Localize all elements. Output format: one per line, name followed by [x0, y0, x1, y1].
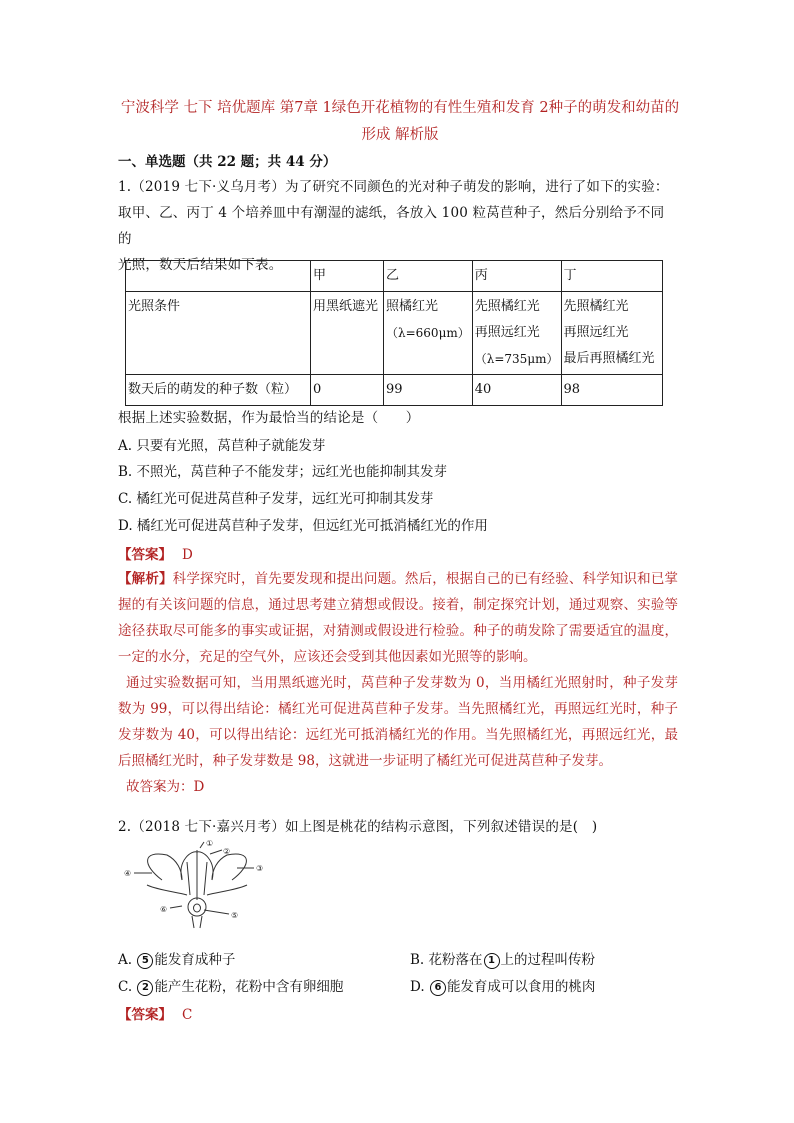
q2-options-row-2 [118, 975, 678, 1001]
stalk-lines [192, 916, 202, 928]
peach-flower-diagram [122, 840, 272, 930]
q1-line-3: 光照，数天后结果如下表。 [118, 257, 283, 273]
sepal-right-outline [207, 885, 247, 895]
q2-option-b-text: 上的过程叫传粉 [500, 952, 596, 968]
q2-option-a-prefix: A. [118, 952, 137, 968]
bing-condition-line-1: 先照橘红光 [474, 299, 540, 314]
q1-answer [118, 543, 193, 563]
experiment-table [125, 260, 663, 406]
table-header-row [126, 261, 663, 292]
leader-line-1 [200, 842, 204, 848]
q2-option-b-prefix: B. 花粉落在 [410, 952, 483, 968]
cell-bing-count: 40 [472, 375, 561, 406]
analysis-paragraph-3: 故答案为：D [126, 779, 205, 795]
cell-ding-condition [561, 292, 662, 375]
ding-condition-line-1: 先照橘红光 [563, 299, 629, 314]
q2-answer [118, 1003, 192, 1023]
q1-option-c: C. 橘红光可促进莴苣种子发芽，远红光可抑制其发芽 [118, 491, 434, 507]
yi-condition-line-1: 照橘红光 [386, 299, 439, 314]
analysis-paragraph-2: 通过实验数据可知，当用黑纸遮光时，莴苣种子发芽数为 0，当用橘红光照射时，种子发芽数为 99，可以得出结论：橘红光可促进莴苣种子发芽。当先照橘红光，再照远红光时，种子发芽数为 40，可以得出结论：远红光可抵消橘红光的作用。当先照橘红光，再照远红光，最后照橘红光时，种子发芽数是 98，这就进一步证明了橘红光可促进莴苣种子发芽。 [118, 675, 678, 769]
q1-option-d: D. 橘红光可促进莴苣种子发芽，但远红光可抵消橘红光的作用 [118, 518, 488, 534]
title-line-1: 宁波科学 七下 培优题库 第7章 1绿色开花植物的有性生殖和发育 2种子的萌发和幼苗的 [120, 100, 680, 116]
document-title [110, 95, 690, 149]
leader-line-2 [210, 850, 222, 854]
header-cell-ding: 丁 [561, 261, 662, 292]
analysis-paragraph-1 [118, 566, 678, 670]
label-4: ④ [124, 869, 132, 878]
petal-left-outline [148, 854, 182, 880]
q2-answer-label: 【答案】 [118, 1007, 172, 1023]
title-line-2: 形成 解析版 [361, 127, 439, 143]
ovule-outline [194, 904, 201, 912]
circled-number-2: 2 [137, 980, 153, 996]
cell-jia-count: 0 [311, 375, 384, 406]
q1-stem: 根据上述实验数据，作为最恰当的结论是（ ） [118, 410, 420, 426]
q1-option-b: B. 不照光，莴苣种子不能发芽；远红光也能抑制其发芽 [118, 464, 448, 480]
q2-option-d-prefix: D. [410, 979, 429, 995]
table-row-counts [126, 375, 663, 406]
question-2-intro: 2.（2018 七下·嘉兴月考）如上图是桃花的结构示意图，下列叙述错误的是( ) [118, 819, 598, 835]
q1-analysis [118, 566, 678, 800]
q2-option-b [410, 948, 595, 969]
q1-line-1: 1.（2019 七下·义乌月考）为了研究不同颜色的光对种子萌发的影响，进行了如下的实验： [118, 179, 669, 195]
q2-option-c-text: 能产生花粉，花粉中含有卵细胞 [154, 979, 344, 995]
bing-condition-line-3: （λ=735μm） [474, 352, 559, 366]
q2-option-a-text: 能发育成种子 [154, 952, 236, 968]
label-6: ⑥ [160, 905, 168, 914]
q1-line-2: 取甲、乙、丙丁 4 个培养皿中有潮湿的滤纸，各放入 100 粒莴苣种子，然后分别给予不同的 [118, 205, 665, 247]
leader-line-5 [204, 910, 229, 914]
table-row-conditions [126, 292, 663, 375]
ding-condition-line-2: 再照远红光 [563, 325, 629, 340]
q2-option-d [410, 975, 595, 996]
circled-number-5: 5 [137, 953, 153, 969]
header-cell-bing: 丙 [472, 261, 561, 292]
q1-answer-value: D [182, 547, 193, 563]
cell-yi-count: 99 [384, 375, 473, 406]
leader-line-6 [170, 906, 182, 908]
q2-options-row-1 [118, 948, 678, 974]
label-3: ③ [256, 864, 264, 873]
q1-option-a: A. 只要有光照，莴苣种子就能发芽 [118, 438, 326, 454]
circled-number-6: 6 [430, 980, 446, 996]
header-cell-empty [126, 261, 311, 292]
label-1: ① [206, 840, 214, 848]
petal-right-outline [212, 854, 246, 880]
ding-condition-line-3: 最后再照橘红光 [563, 351, 655, 366]
circled-number-1: 1 [484, 953, 500, 969]
header-cell-yi: 乙 [384, 261, 473, 292]
q1-answer-label: 【答案】 [118, 547, 172, 563]
q2-answer-value: C [182, 1007, 193, 1023]
ovary-outline [188, 898, 206, 916]
yi-condition-line-2: （λ=660μm） [386, 326, 470, 340]
label-5: ⑤ [231, 911, 239, 920]
q2-option-d-text: 能发育成可以食用的桃肉 [446, 979, 596, 995]
stamen-left-line [187, 862, 190, 895]
cell-yi-condition [384, 292, 473, 375]
sepal-left-outline [147, 885, 187, 895]
cell-jia-condition: 用黑纸遮光 [311, 292, 384, 375]
q2-option-c [118, 975, 343, 996]
analysis-text-1: 科学探究时，首先要发现和提出问题。然后，根据自己的已有经验、科学知识和已掌握的有关该问题的信息，通过思考建立猜想或假设。接着，制定探究计划，通过观察、实验等途径获取尽可能多的事实或证据，对猜测或假设进行检验。种子的萌发除了需要适宜的温度，一定的水分，充足的空气外，应该还会受到其他因素如光照等的影响。 [118, 571, 679, 665]
q2-options [118, 948, 678, 1001]
cell-ding-count: 98 [561, 375, 662, 406]
header-cell-jia: 甲 [311, 261, 384, 292]
bing-condition-line-2: 再照远红光 [474, 325, 540, 340]
row-label-conditions: 光照条件 [126, 292, 311, 375]
q2-option-a [118, 948, 235, 969]
label-2: ② [223, 847, 231, 856]
analysis-label: 【解析】 [118, 571, 173, 587]
cell-bing-condition [472, 292, 561, 375]
section-heading: 一、单选题（共 22 题；共 44 分） [118, 154, 337, 170]
q2-option-c-prefix: C. [118, 979, 137, 995]
row-label-counts: 数天后的萌发的种子数（粒） [126, 375, 311, 406]
stamen-right-line [204, 862, 207, 895]
